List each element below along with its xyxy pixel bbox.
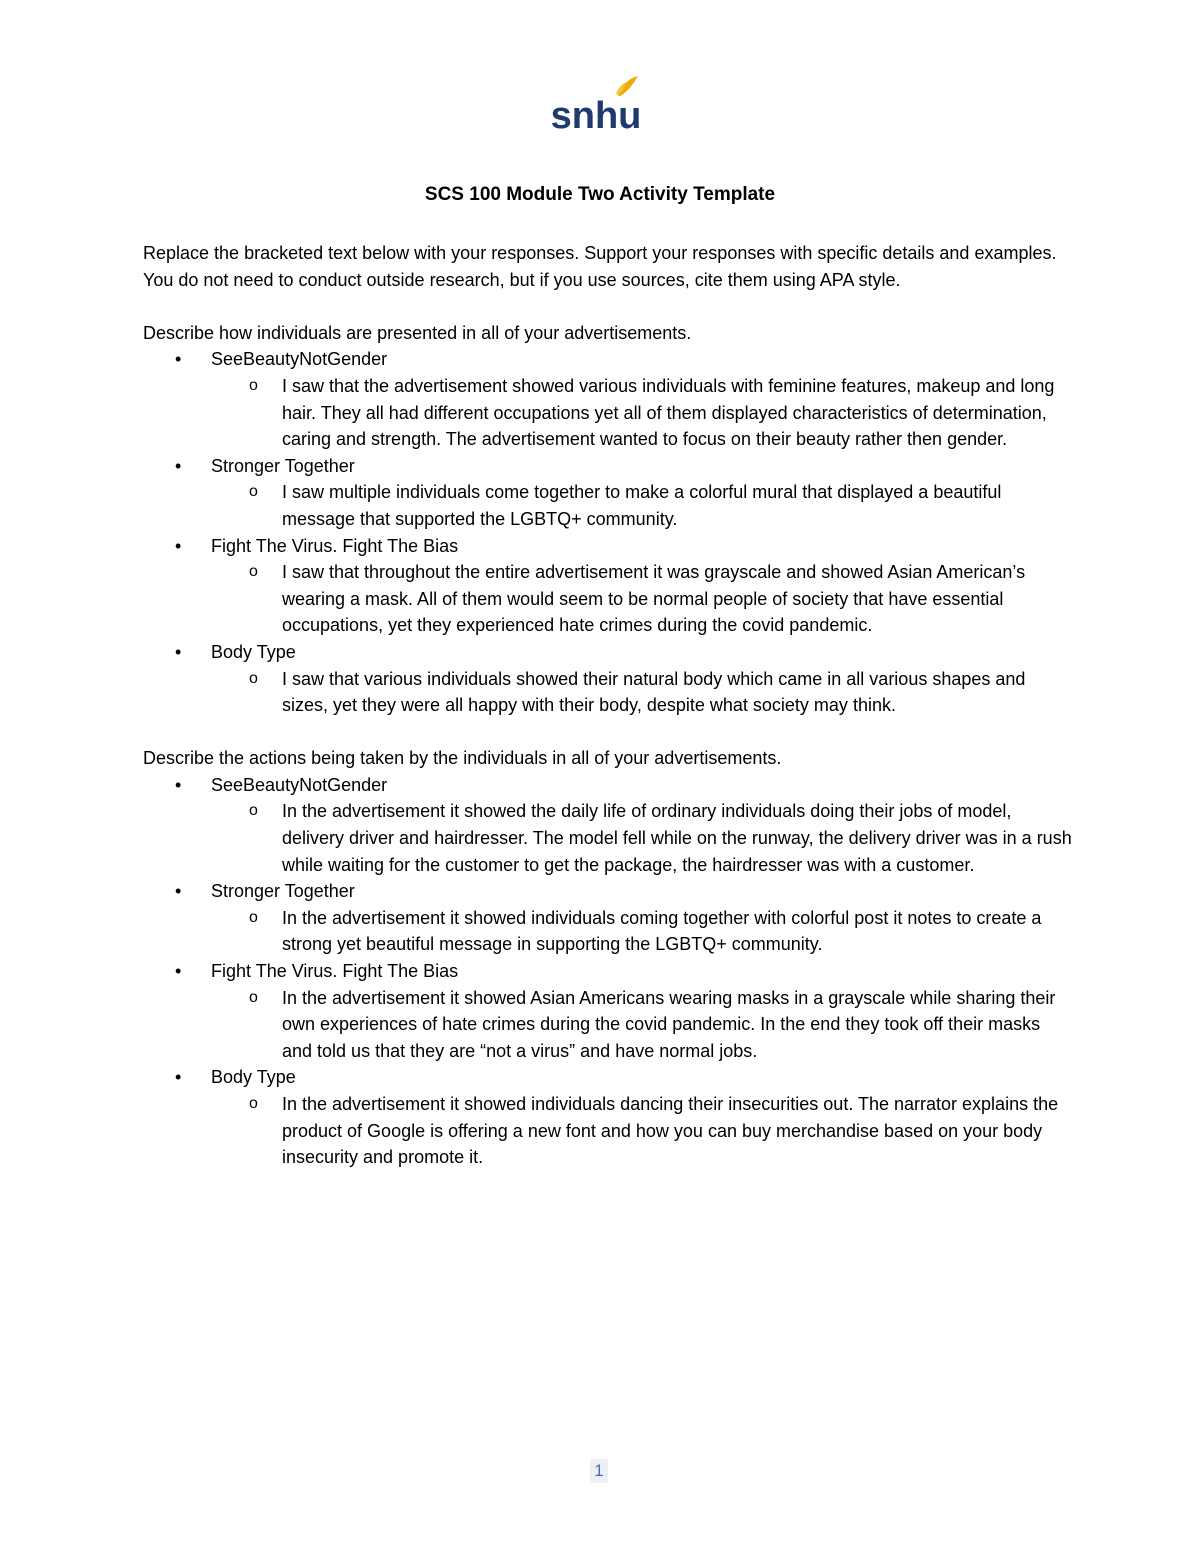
snhu-logo <box>548 72 644 134</box>
page-number: 1 <box>590 1459 608 1483</box>
snhu-logo-graphic <box>548 72 644 134</box>
list-item <box>143 453 1073 480</box>
bullet-icon: • <box>175 455 182 476</box>
list-item <box>143 1064 1073 1091</box>
item-response: I saw that the advertisement showed various individuals with feminine features, makeup and long hair. They all had different occupations yet all of them displayed characteristics of determination, caring and strength. The advertisement wanted to focus on their beauty rather then gender. <box>282 375 1055 450</box>
item-label: Fight The Virus. Fight The Bias <box>211 535 459 556</box>
sub-bullet-icon: o <box>249 1095 258 1112</box>
question-1: Describe how individuals are presented in all of your advertisements. <box>143 322 692 343</box>
list-item <box>143 772 1073 799</box>
item-response: I saw that various individuals showed their natural body which came in all various shapes and sizes, yet they were all happy with their body, despite what society may think. <box>282 668 1026 716</box>
document-body <box>143 240 1073 1171</box>
list-item <box>143 533 1073 560</box>
page-title: SCS 100 Module Two Activity Template <box>424 184 776 205</box>
sub-list-item <box>143 798 1073 878</box>
item-response: I saw that throughout the entire advertisement it was grayscale and showed Asian American’s wearing a mask. All of them would seem to be normal people of society that have essential occupations, yet they experienced hate crimes during the covid pandemic. <box>282 562 1026 636</box>
item-label: Fight The Virus. Fight The Bias <box>211 961 459 982</box>
bullet-icon: • <box>175 961 182 982</box>
list-item <box>143 878 1073 905</box>
item-response: In the advertisement it showed individuals dancing their insecurities out. The narrator explains the product of Google is offering a new font and how you can buy merchandise based on your body insecurity and promote it. <box>282 1094 1059 1168</box>
sub-list-item <box>143 985 1073 1065</box>
spacer <box>143 719 1073 746</box>
sub-bullet-icon: o <box>249 376 258 394</box>
item-response: I saw multiple individuals come together to make a colorful mural that displayed a beautiful message that supported the LGBTQ+ community. <box>282 482 1002 529</box>
sub-list-item <box>143 373 1073 453</box>
sub-list-item <box>143 479 1073 532</box>
bullet-icon: • <box>175 535 182 556</box>
bullet-icon: • <box>175 881 182 902</box>
bullet-icon: • <box>175 349 182 370</box>
item-response: In the advertisement it showed the daily life of ordinary individuals doing their jobs of model, delivery driver and hairdresser. The model fell while on the runway, the delivery driver was in a rush while waiting for the customer to get the package, the hairdresser was with a customer. <box>282 801 1072 875</box>
sub-bullet-icon: o <box>249 563 258 581</box>
item-label: Body Type <box>211 641 296 662</box>
item-label: SeeBeautyNotGender <box>211 774 388 795</box>
sub-bullet-icon: o <box>249 908 258 926</box>
item-response: In the advertisement it showed individuals coming together with colorful post it notes to create a strong yet beautiful message in supporting the LGBTQ+ community. <box>282 907 1042 955</box>
bullet-icon: • <box>175 641 182 662</box>
list-item <box>143 346 1073 373</box>
item-response: In the advertisement it showed Asian Americans wearing masks in a grayscale while sharing their own experiences of hate crimes during the covid pandemic. In the end they took off their masks and told us that they are “not a virus” and have normal jobs. <box>282 987 1056 1061</box>
logo-text: snhu <box>550 95 642 134</box>
sub-bullet-icon: o <box>249 988 258 1006</box>
list-item <box>143 639 1073 666</box>
sub-list-item <box>143 666 1073 719</box>
item-label: Stronger Together <box>211 455 355 476</box>
item-label: Stronger Together <box>211 881 355 902</box>
sub-list-item <box>143 1091 1073 1171</box>
item-label: SeeBeautyNotGender <box>211 349 388 370</box>
list-item <box>143 958 1073 985</box>
bullet-icon: • <box>175 1067 182 1088</box>
sub-bullet-icon: o <box>249 802 258 820</box>
bullet-icon: • <box>175 774 182 795</box>
sub-bullet-icon: o <box>249 669 258 687</box>
spacer <box>143 293 1073 320</box>
sub-list-item <box>143 559 1073 639</box>
item-label: Body Type <box>211 1067 296 1088</box>
sub-bullet-icon: o <box>249 483 258 501</box>
sub-list-item <box>143 905 1073 958</box>
question-2: Describe the actions being taken by the individuals in all of your advertisements. <box>143 748 782 769</box>
intro-paragraph: Replace the bracketed text below with your responses. Support your responses with specific details and examples. You do not need to conduct outside research, but if you use sources, cite them using APA style. <box>143 243 1057 290</box>
